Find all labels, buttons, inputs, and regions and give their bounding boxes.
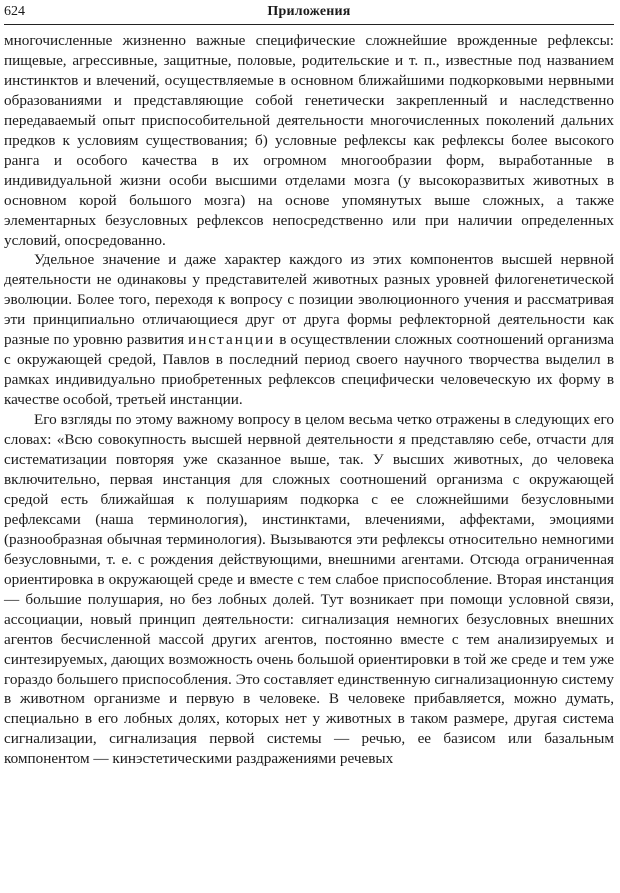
running-head — [4, 2, 614, 24]
page-number: 624 — [4, 4, 25, 19]
spaced-term: инстанции — [188, 331, 276, 349]
paragraph-3 — [4, 410, 614, 769]
text-run: Удельное значение и даже характер каждого из этих компонентов высшей нервной деятельности не одинаковы у представителей животных разных уровней филогенетической эволюции. Более того, переходя к вопросу с позиции эволюционного учения и рассматривая эти принципиально отличающиеся друг от друга формы рефлекторной деятельности как разные по уровню развития — [4, 251, 614, 349]
paragraph-1 — [4, 31, 614, 250]
text-run: в осуществлении сложных соотношений организма с окружающей средой, Павлов в последний период своего научного творчества выделил в рамках индивидуально приобретенных рефлексов специфически человеческую их форму в качестве особой, третьей инстанции. — [4, 331, 614, 409]
text-run: многочисленные жизненно важные специфические сложнейшие врожденные рефлексы: пищевые, агрессивные, защитные, половые, родительские и т. п., известные под названием инстинктов и влечений, осуществляемые в основном ближайшими подкорковыми нервными образованиями и представляющие собой генетически закрепленный и наследственно передаваемый опыт приспособительной деятельности многочисленных поколений дальних предков к условиям существования; б) условные рефлексы как рефлексы более высокого ранга и особого качества в их огромном многообразии форм, выработанные в индивидуальной жизни особи высшими отделами мозга (у высокоразвитых животных в основном корой большого мозга) на основе упомянутых выше сложных, а также элементарных безусловных рефлексов непосредственно или при наличии определенных условий, опосредованно. — [4, 32, 614, 249]
document-page — [0, 2, 620, 893]
section-title: Приложения — [267, 4, 351, 19]
paragraph-2 — [4, 250, 614, 410]
body-text — [4, 31, 614, 769]
text-run: Его взгляды по этому важному вопросу в целом весьма четко отражены в следующих его словах: «Всю совокупность высшей нервной деятельности я представляю себе, отчасти для систематизации повторяя уже сказанное выше, так. У высших животных, до человека включительно, первая инстанция для сложных соотношений организма с окружающей средой есть ближайшая к полушариям подкорка с ее сложнейшими безусловными рефлексами (наша терминология), инстинктами, влечениями, аффектами, эмоциями (разнообразная обычная терминология). Вызываются эти рефлексы относительно немногими безусловными, т. е. с рождения действующими, внешними агентами. Отсюда ограниченная ориентировка в окружающей среде и вместе с тем слабое приспособление. Вторая инстанция — большие полушария, но без лобных долей. Тут возникает при помощи условной связи, ассоциации, новый принцип деятельности: сигнализация немногих безусловных внешних агентов бесчисленной массой других агентов, постоянно вместе с тем анализируемых и синтезируемых, дающих возможность очень большой ориентировки в той же среде и тем уже гораздо большего приспособления. Это составляет единственную сигнализационную систему в животном организме и первую в человеке. В человеке прибавляется, можно думать, специально в его лобных долях, которых нет у животных в таком размере, другая система сигнализации, сигнализация первой системы — речью, ее базисом или базальным компонентом — кинэстетическими раздражениями речевых — [4, 411, 614, 768]
header-rule — [4, 24, 614, 25]
